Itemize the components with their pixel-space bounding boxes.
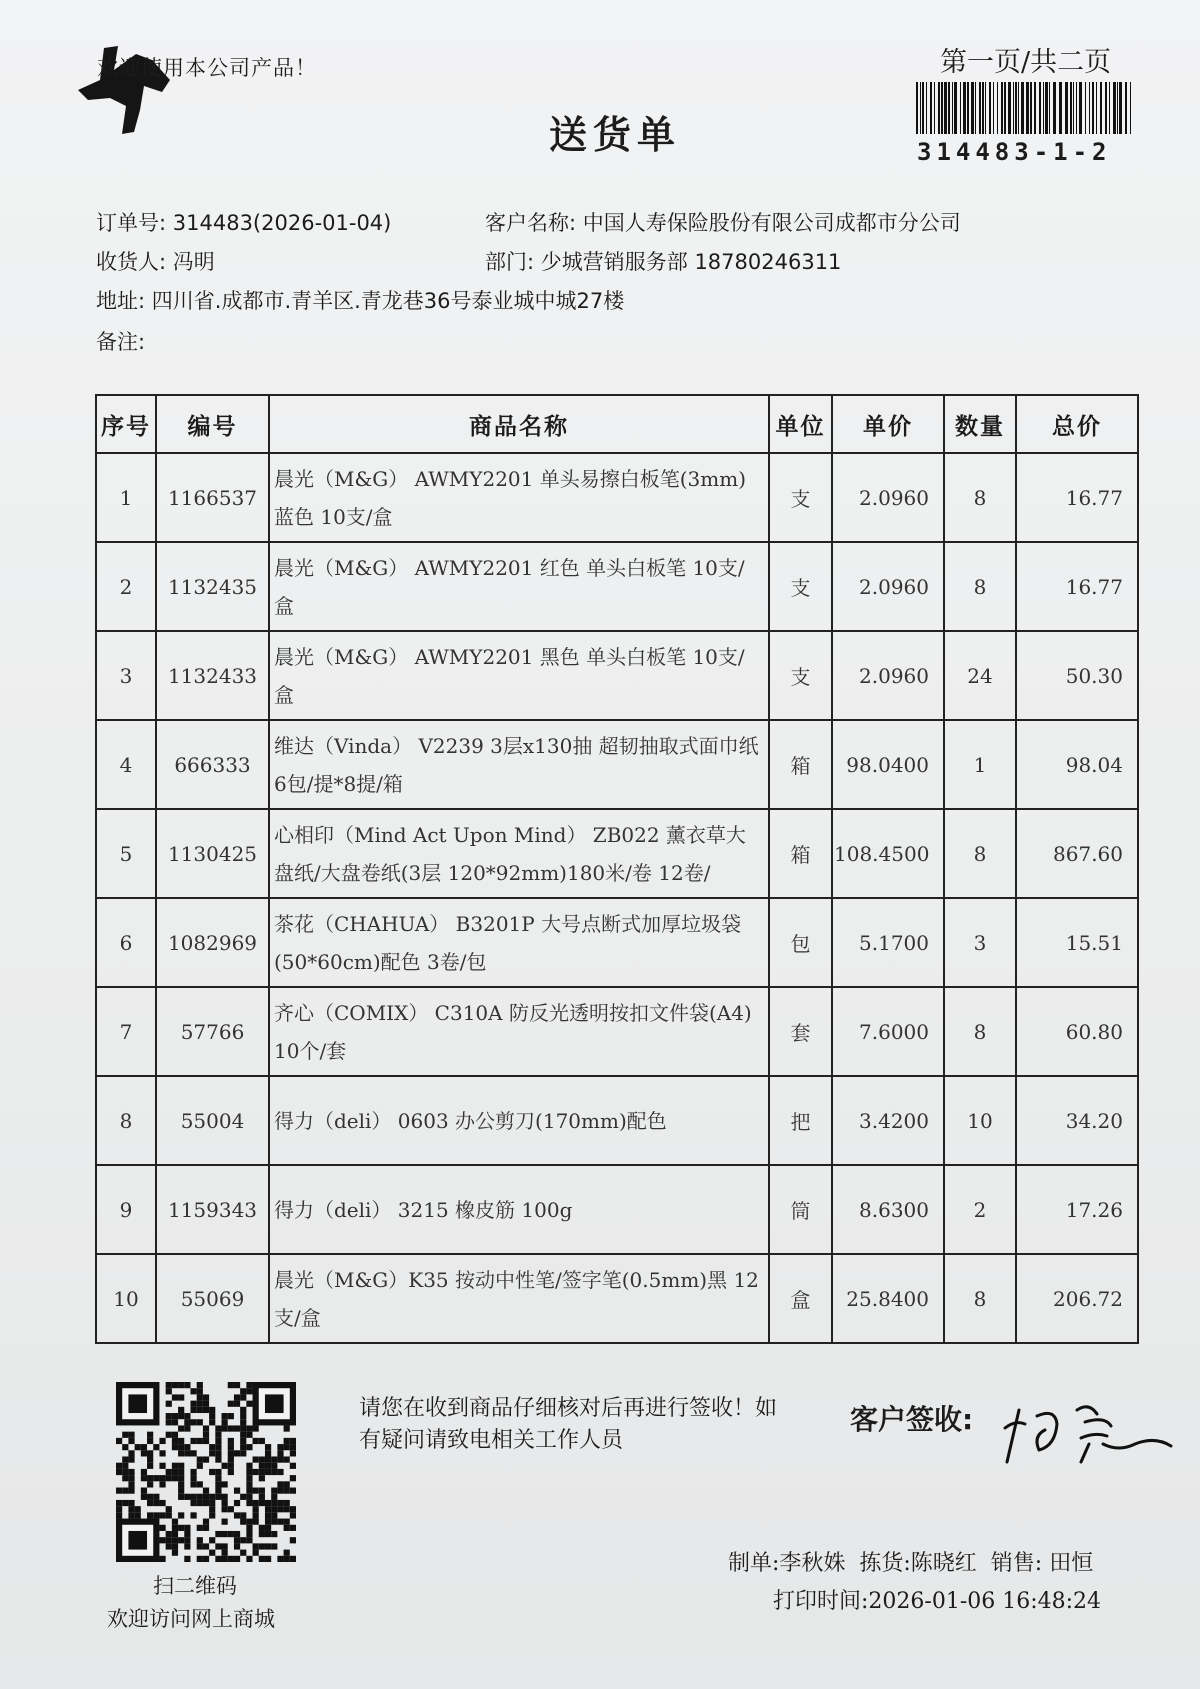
row-unit: 筒 (769, 1165, 832, 1254)
table-row (96, 542, 1138, 631)
row-total: 17.26 (1016, 1165, 1138, 1254)
row-total: 98.04 (1016, 720, 1138, 809)
row-product-name: 晨光（M&G） AWMY2201 单头易擦白板笔(3mm)蓝色 10支/盒 (269, 453, 769, 542)
page-info: 第一页/共二页 (940, 47, 1112, 78)
table-row (96, 809, 1138, 898)
table-header-row (96, 395, 1138, 453)
row-unit: 套 (769, 987, 832, 1076)
row-seq: 8 (96, 1076, 156, 1165)
header-unit-price: 单价 (832, 395, 944, 453)
row-product-name: 得力（deli） 0603 办公剪刀(170mm)配色 (269, 1076, 769, 1165)
row-code: 1159343 (156, 1165, 269, 1254)
row-quantity: 8 (944, 1254, 1016, 1343)
order-value: 314483(2026-01-04) (172, 211, 392, 235)
row-unit-price: 2.0960 (832, 542, 944, 631)
table-row (96, 898, 1138, 987)
header-code: 编号 (156, 395, 269, 453)
row-seq: 10 (96, 1254, 156, 1343)
address (96, 285, 624, 315)
table-row (96, 1165, 1138, 1254)
row-product-name: 晨光（M&G） AWMY2201 黑色 单头白板笔 10支/盒 (269, 631, 769, 720)
items-table (95, 394, 1139, 1344)
row-unit: 支 (769, 631, 832, 720)
row-code: 666333 (156, 720, 269, 809)
row-code: 1132435 (156, 542, 269, 631)
row-product-name: 维达（Vinda） V2239 3层x130抽 超韧抽取式面巾纸 6包/提*8提/箱 (269, 720, 769, 809)
row-total: 206.72 (1016, 1254, 1138, 1343)
remark-label: 备注: (96, 330, 146, 354)
row-code: 1082969 (156, 898, 269, 987)
row-total: 15.51 (1016, 898, 1138, 987)
staff-line: 制单:李秋姝 拣货:陈晓红 销售: 田恒 (728, 1551, 1094, 1576)
row-unit-price: 2.0960 (832, 453, 944, 542)
remark (96, 326, 145, 356)
row-unit: 盒 (769, 1254, 832, 1343)
header-unit: 单位 (769, 395, 832, 453)
row-total: 16.77 (1016, 542, 1138, 631)
row-quantity: 8 (944, 809, 1016, 898)
row-product-name: 得力（deli） 3215 橡皮筋 100g (269, 1165, 769, 1254)
row-seq: 3 (96, 631, 156, 720)
row-product-name: 心相印（Mind Act Upon Mind） ZB022 薰衣草大盘纸/大盘卷纸(3层 120*92mm)180米/卷 12卷/ (269, 809, 769, 898)
receiver-label: 收货人: (96, 250, 167, 274)
qr-code (116, 1382, 296, 1562)
table-row (96, 631, 1138, 720)
customer-name (485, 207, 961, 237)
row-quantity: 1 (944, 720, 1016, 809)
row-product-name: 晨光（M&G）K35 按动中性笔/签字笔(0.5mm)黑 12支/盒 (269, 1254, 769, 1343)
row-quantity: 2 (944, 1165, 1016, 1254)
row-unit-price: 98.0400 (832, 720, 944, 809)
row-code: 1130425 (156, 809, 269, 898)
order-number (96, 207, 391, 237)
row-total: 60.80 (1016, 987, 1138, 1076)
row-seq: 1 (96, 453, 156, 542)
row-product-name: 晨光（M&G） AWMY2201 红色 单头白板笔 10支/盒 (269, 542, 769, 631)
row-unit: 箱 (769, 720, 832, 809)
address-label: 地址: (96, 289, 146, 313)
header-seq: 序号 (96, 395, 156, 453)
qr-caption: 扫二维码 (153, 1574, 237, 1598)
row-quantity: 24 (944, 631, 1016, 720)
row-total: 34.20 (1016, 1076, 1138, 1165)
department-value: 少城营销服务部 18780246311 (540, 250, 842, 274)
table-row (96, 1076, 1138, 1165)
row-quantity: 8 (944, 987, 1016, 1076)
row-seq: 5 (96, 809, 156, 898)
row-quantity: 10 (944, 1076, 1016, 1165)
customer-signature (985, 1380, 1185, 1475)
row-code: 55004 (156, 1076, 269, 1165)
receiver-value: 冯明 (172, 250, 215, 274)
row-unit-price: 2.0960 (832, 631, 944, 720)
row-code: 55069 (156, 1254, 269, 1343)
row-quantity: 8 (944, 453, 1016, 542)
row-total: 50.30 (1016, 631, 1138, 720)
row-total: 867.60 (1016, 809, 1138, 898)
row-total: 16.77 (1016, 453, 1138, 542)
row-unit-price: 7.6000 (832, 987, 944, 1076)
order-label: 订单号: (96, 211, 167, 235)
row-code: 1132433 (156, 631, 269, 720)
document-title: 送货单 (548, 113, 681, 157)
row-unit-price: 108.4500 (832, 809, 944, 898)
table-row (96, 1254, 1138, 1343)
row-unit: 箱 (769, 809, 832, 898)
print-time: 打印时间:2026-01-06 16:48:24 (773, 1589, 1102, 1614)
row-unit: 把 (769, 1076, 832, 1165)
row-quantity: 3 (944, 898, 1016, 987)
row-code: 1166537 (156, 453, 269, 542)
row-seq: 9 (96, 1165, 156, 1254)
customer-sign-label: 客户签收: (850, 1403, 974, 1436)
table-row (96, 987, 1138, 1076)
row-product-name: 茶花（CHAHUA） B3201P 大号点断式加厚垃圾袋(50*60cm)配色 3卷/包 (269, 898, 769, 987)
welcome-text: 欢迎使用本公司产品！ (97, 56, 317, 80)
row-seq: 2 (96, 542, 156, 631)
barcode (916, 82, 1134, 134)
header-total: 总价 (1016, 395, 1138, 453)
row-seq: 7 (96, 987, 156, 1076)
row-unit: 支 (769, 453, 832, 542)
row-unit-price: 5.1700 (832, 898, 944, 987)
row-unit-price: 25.8400 (832, 1254, 944, 1343)
barcode-number: 314483-1-2 (917, 138, 1112, 166)
table-row (96, 720, 1138, 809)
row-unit-price: 3.4200 (832, 1076, 944, 1165)
header-product-name: 商品名称 (269, 395, 769, 453)
row-seq: 6 (96, 898, 156, 987)
qr-subcaption: 欢迎访问网上商城 (107, 1607, 275, 1631)
customer-label: 客户名称: (485, 211, 577, 235)
row-unit: 包 (769, 898, 832, 987)
row-unit-price: 8.6300 (832, 1165, 944, 1254)
sign-notice: 请您在收到商品仔细核对后再进行签收！如有疑问请致电相关工作人员 (359, 1396, 778, 1453)
row-quantity: 8 (944, 542, 1016, 631)
customer-value: 中国人寿保险股份有限公司成都市分公司 (582, 211, 961, 235)
header-quantity: 数量 (944, 395, 1016, 453)
row-seq: 4 (96, 720, 156, 809)
department (485, 246, 841, 276)
address-value: 四川省.成都市.青羊区.青龙巷36号泰业城中城27楼 (151, 289, 625, 313)
receiver (96, 246, 215, 276)
table-row (96, 453, 1138, 542)
row-unit: 支 (769, 542, 832, 631)
department-label: 部门: (485, 250, 535, 274)
row-product-name: 齐心（COMIX） C310A 防反光透明按扣文件袋(A4) 10个/套 (269, 987, 769, 1076)
row-code: 57766 (156, 987, 269, 1076)
